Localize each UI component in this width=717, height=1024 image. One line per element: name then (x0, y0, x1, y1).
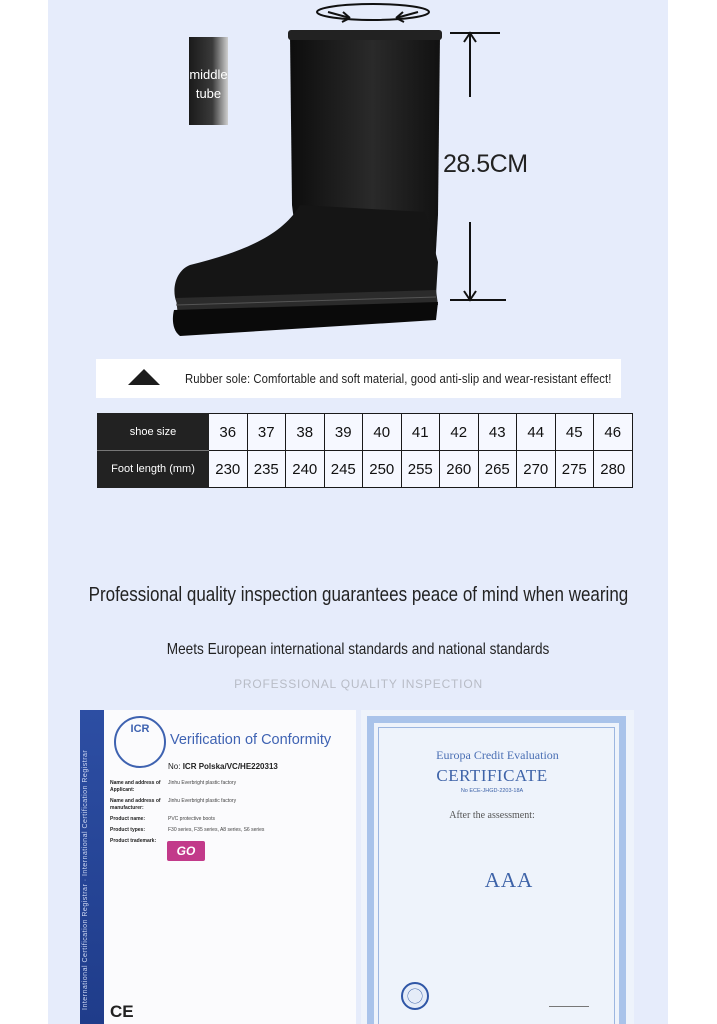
size-cell: 43 (478, 414, 517, 451)
ce-mark: CE (110, 1002, 134, 1021)
conformity-number-prefix: No: (168, 762, 181, 771)
length-cell: 240 (286, 451, 325, 488)
strip-text: International Certification Registrar · International Certification Registrar (82, 749, 89, 1010)
certificate-row-value: PVC protective boots (168, 816, 215, 822)
length-cell: 245 (324, 451, 363, 488)
icr-logo-text: ICR (130, 723, 150, 735)
size-row (98, 414, 633, 451)
size-cell: 39 (324, 414, 363, 451)
conformity-number-value: ICR Polska/VC/HE220313 (182, 762, 278, 771)
quality-heading-text: Professional quality inspection guarantees peace of mind when wearing (88, 584, 629, 606)
standards-subheading-text: Meets European international standards and national standards (167, 641, 550, 658)
certificate-row-value: F30 series, F35 series, A8 series, S6 series (168, 827, 265, 833)
length-cell: 275 (555, 451, 594, 488)
tube-label-line2: tube (195, 86, 222, 101)
certificate-row-value: Jinhu Everbright plastic factory (168, 780, 237, 786)
certificate-details (110, 780, 348, 849)
length-row (98, 451, 633, 488)
size-cell: 38 (286, 414, 325, 451)
credit-rating: AAA (484, 868, 534, 892)
quality-heading (0, 584, 717, 607)
height-label: 28.5CM (443, 150, 528, 178)
length-cell: 265 (478, 451, 517, 488)
size-cell: 45 (555, 414, 594, 451)
certificate-row-value: Jinhu Everbright plastic factory (168, 798, 237, 804)
length-cell: 280 (594, 451, 633, 488)
length-cell: 230 (209, 451, 248, 488)
size-cell: 46 (594, 414, 633, 451)
credit-title-line2: CERTIFICATE (436, 766, 548, 785)
length-cell: 270 (517, 451, 556, 488)
sole-banner (96, 359, 621, 398)
certificate-side-strip (80, 710, 104, 1024)
signature (549, 980, 589, 1007)
certificate-row (110, 816, 348, 823)
certificate-row (110, 838, 348, 845)
size-cell: 41 (401, 414, 440, 451)
sole-description: Rubber sole: Comfortable and soft material, good anti-slip and wear-resistant effect! (185, 371, 612, 386)
certificate-row (110, 798, 348, 812)
certificate-row-key: Product name: (110, 816, 146, 822)
tube-label-line1: middle (189, 67, 228, 82)
middle-tube-tag (189, 37, 228, 125)
size-cell: 37 (247, 414, 286, 451)
certificate-row-key: Name and address of Applicant: (110, 780, 161, 793)
triangle-icon (128, 369, 160, 385)
size-cell: 44 (517, 414, 556, 451)
row-header-foot-length: Foot length (mm) (98, 451, 209, 488)
trademark-logo: GO (167, 841, 205, 861)
certificate-row-key: Product trademark: (110, 838, 157, 844)
globe-icon (401, 982, 429, 1010)
certificate-row-key: Product types: (110, 827, 146, 833)
row-header-shoe-size: shoe size (98, 414, 209, 451)
conformity-number (168, 762, 278, 771)
circumference-ellipse (317, 4, 429, 20)
standards-subheading (0, 641, 717, 659)
size-cell: 40 (363, 414, 402, 451)
credit-title-line1: Europa Credit Evaluation (436, 748, 559, 762)
certificate-row (110, 827, 348, 834)
size-cell: 36 (209, 414, 248, 451)
assessment-label: After the assessment: (449, 810, 535, 821)
icr-logo (114, 716, 166, 768)
certificate-row-key: Name and address of manufacturer: (110, 798, 161, 811)
length-cell: 235 (247, 451, 286, 488)
size-cell: 42 (440, 414, 479, 451)
credit-number: No ECE-JHGD-2203-18A (460, 788, 524, 794)
size-table (97, 413, 633, 488)
length-cell: 260 (440, 451, 479, 488)
length-cell: 250 (363, 451, 402, 488)
conformity-title: Verification of Conformity (170, 732, 332, 748)
length-cell: 255 (401, 451, 440, 488)
credit-certificate (361, 710, 634, 1024)
conformity-certificate (80, 710, 356, 1024)
certificate-row (110, 780, 348, 794)
inspection-caption: PROFESSIONAL QUALITY INSPECTION (234, 677, 483, 691)
